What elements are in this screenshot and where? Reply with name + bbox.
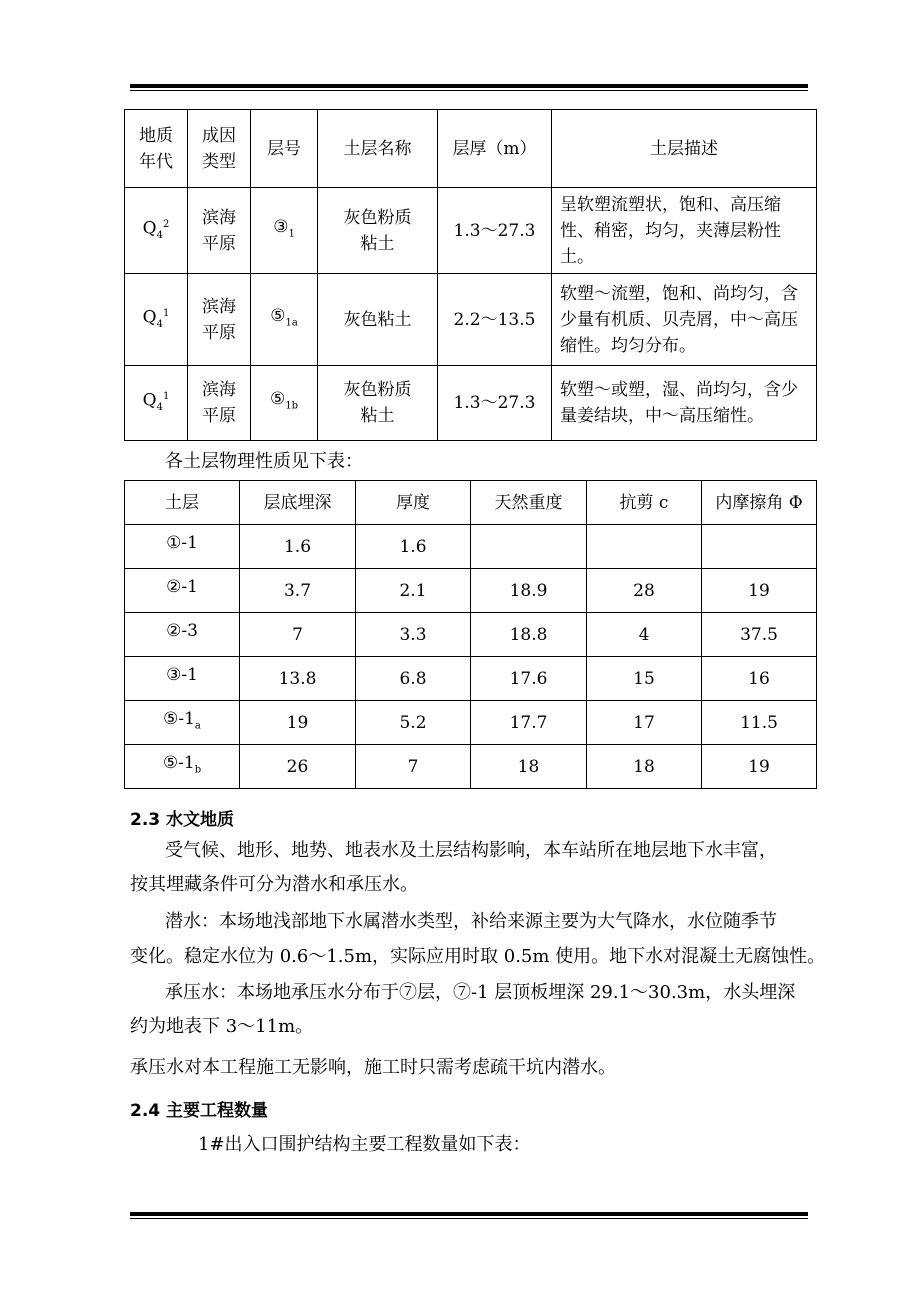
c-cell: 28 xyxy=(587,569,702,613)
header-layer: 土层 xyxy=(125,481,240,525)
phi-cell: 11.5 xyxy=(702,701,817,745)
name-cell: 灰色粉质粘土 xyxy=(318,188,438,274)
weight-cell: 17.6 xyxy=(471,657,587,701)
header-depth: 层底埋深 xyxy=(240,481,356,525)
weight-cell: 18.8 xyxy=(471,613,587,657)
header-phi: 内摩擦角 Φ xyxy=(702,481,817,525)
origin-cell: 滨海平原 xyxy=(188,188,251,274)
phi-cell: 19 xyxy=(702,569,817,613)
name-cell: 灰色粘土 xyxy=(318,274,438,366)
table-row xyxy=(125,525,817,569)
c-cell: 17 xyxy=(587,701,702,745)
table-row xyxy=(125,701,817,745)
c-cell xyxy=(587,525,702,569)
depth-cell: 3.7 xyxy=(240,569,356,613)
table-row xyxy=(125,745,817,789)
table-row xyxy=(125,569,817,613)
section-heading-quantities: 2.4 主要工程数量 xyxy=(130,1101,269,1121)
strata-table xyxy=(124,109,817,441)
thick-cell: 6.8 xyxy=(356,657,471,701)
age-cell: $Q_4^2$ xyxy=(125,188,188,274)
phi-cell: 16 xyxy=(702,657,817,701)
table-row xyxy=(125,366,817,441)
paragraph: 潜水：本场地浅部地下水属潜水类型，补给来源主要为大气降水，水位随季节 xyxy=(165,911,777,932)
layer-cell: $⑤-1_a$ xyxy=(125,701,240,745)
weight-cell: 18.9 xyxy=(471,569,587,613)
age-cell: $Q_4^1$ xyxy=(125,274,188,366)
desc-cell: 呈软塑流塑状，饱和、高压缩性、稍密，均匀，夹薄层粉性土。 xyxy=(552,188,817,274)
thick-cell: 1.6 xyxy=(356,525,471,569)
layer-cell: $③_1$ xyxy=(251,188,318,274)
section-heading-hydrogeology: 2.3 水文地质 xyxy=(130,810,235,830)
paragraph: 承压水对本工程施工无影响，施工时只需考虑疏干坑内潜水。 xyxy=(130,1057,616,1078)
strata-header-row xyxy=(125,110,817,188)
table-row xyxy=(125,188,817,274)
phi-cell xyxy=(702,525,817,569)
depth-cell: 1.6 xyxy=(240,525,356,569)
depth-cell: 13.8 xyxy=(240,657,356,701)
c-cell: 18 xyxy=(587,745,702,789)
thickness-cell: 1.3～27.3 xyxy=(438,188,552,274)
header-thick: 厚度 xyxy=(356,481,471,525)
paragraph: 约为地表下 3～11m。 xyxy=(130,1016,314,1037)
thick-cell: 7 xyxy=(356,745,471,789)
header-layer: 层号 xyxy=(251,110,318,188)
thickness-cell: 2.2～13.5 xyxy=(438,274,552,366)
depth-cell: 26 xyxy=(240,745,356,789)
paragraph: 变化。稳定水位为 0.6～1.5m，实际应用时取 0.5m 使用。地下水对混凝土无腐蚀性。 xyxy=(130,946,826,967)
header-rule xyxy=(130,84,808,91)
thick-cell: 3.3 xyxy=(356,613,471,657)
layer-cell: $⑤_{1a}$ xyxy=(251,274,318,366)
paragraph: 受气候、地形、地势、地表水及土层结构影响，本车站所在地层地下水丰富， xyxy=(165,840,777,861)
phi-cell: 19 xyxy=(702,745,817,789)
paragraph: 承压水：本场地承压水分布于⑦层，⑦-1 层顶板埋深 29.1～30.3m，水头埋深 xyxy=(165,982,796,1003)
table-row xyxy=(125,613,817,657)
depth-cell: 19 xyxy=(240,701,356,745)
layer-cell: ②-3 xyxy=(125,613,240,657)
depth-cell: 7 xyxy=(240,613,356,657)
thick-cell: 2.1 xyxy=(356,569,471,613)
weight-cell: 18 xyxy=(471,745,587,789)
header-desc: 土层描述 xyxy=(552,110,817,188)
properties-table xyxy=(124,480,817,789)
desc-cell: 软塑～流塑，饱和、尚均匀，含少量有机质、贝壳屑，中～高压缩性。均匀分布。 xyxy=(552,274,817,366)
c-cell: 15 xyxy=(587,657,702,701)
age-cell: $Q_4^1$ xyxy=(125,366,188,441)
layer-cell: ②-1 xyxy=(125,569,240,613)
header-c: 抗剪 c xyxy=(587,481,702,525)
paragraph: 按其埋藏条件可分为潜水和承压水。 xyxy=(130,874,418,895)
origin-cell: 滨海平原 xyxy=(188,366,251,441)
props-header-row xyxy=(125,481,817,525)
thickness-cell: 1.3～27.3 xyxy=(438,366,552,441)
layer-cell: ③-1 xyxy=(125,657,240,701)
name-cell: 灰色粉质粘土 xyxy=(318,366,438,441)
thick-cell: 5.2 xyxy=(356,701,471,745)
phi-cell: 37.5 xyxy=(702,613,817,657)
origin-cell: 滨海平原 xyxy=(188,274,251,366)
header-weight: 天然重度 xyxy=(471,481,587,525)
paragraph: 1#出入口围护结构主要工程数量如下表： xyxy=(198,1134,531,1155)
desc-cell: 软塑～或塑，湿、尚均匀，含少量姜结块，中～高压缩性。 xyxy=(552,366,817,441)
layer-cell: $⑤-1_b$ xyxy=(125,745,240,789)
props-intro: 各土层物理性质见下表： xyxy=(165,451,363,472)
header-origin: 成因类型 xyxy=(188,110,251,188)
weight-cell xyxy=(471,525,587,569)
layer-cell: ①-1 xyxy=(125,525,240,569)
weight-cell: 17.7 xyxy=(471,701,587,745)
header-name: 土层名称 xyxy=(318,110,438,188)
footer-rule xyxy=(130,1212,808,1219)
table-row xyxy=(125,657,817,701)
header-age: 地质年代 xyxy=(125,110,188,188)
header-thickness: 层厚（m） xyxy=(438,110,552,188)
layer-cell: $⑤_{1b}$ xyxy=(251,366,318,441)
c-cell: 4 xyxy=(587,613,702,657)
table-row xyxy=(125,274,817,366)
